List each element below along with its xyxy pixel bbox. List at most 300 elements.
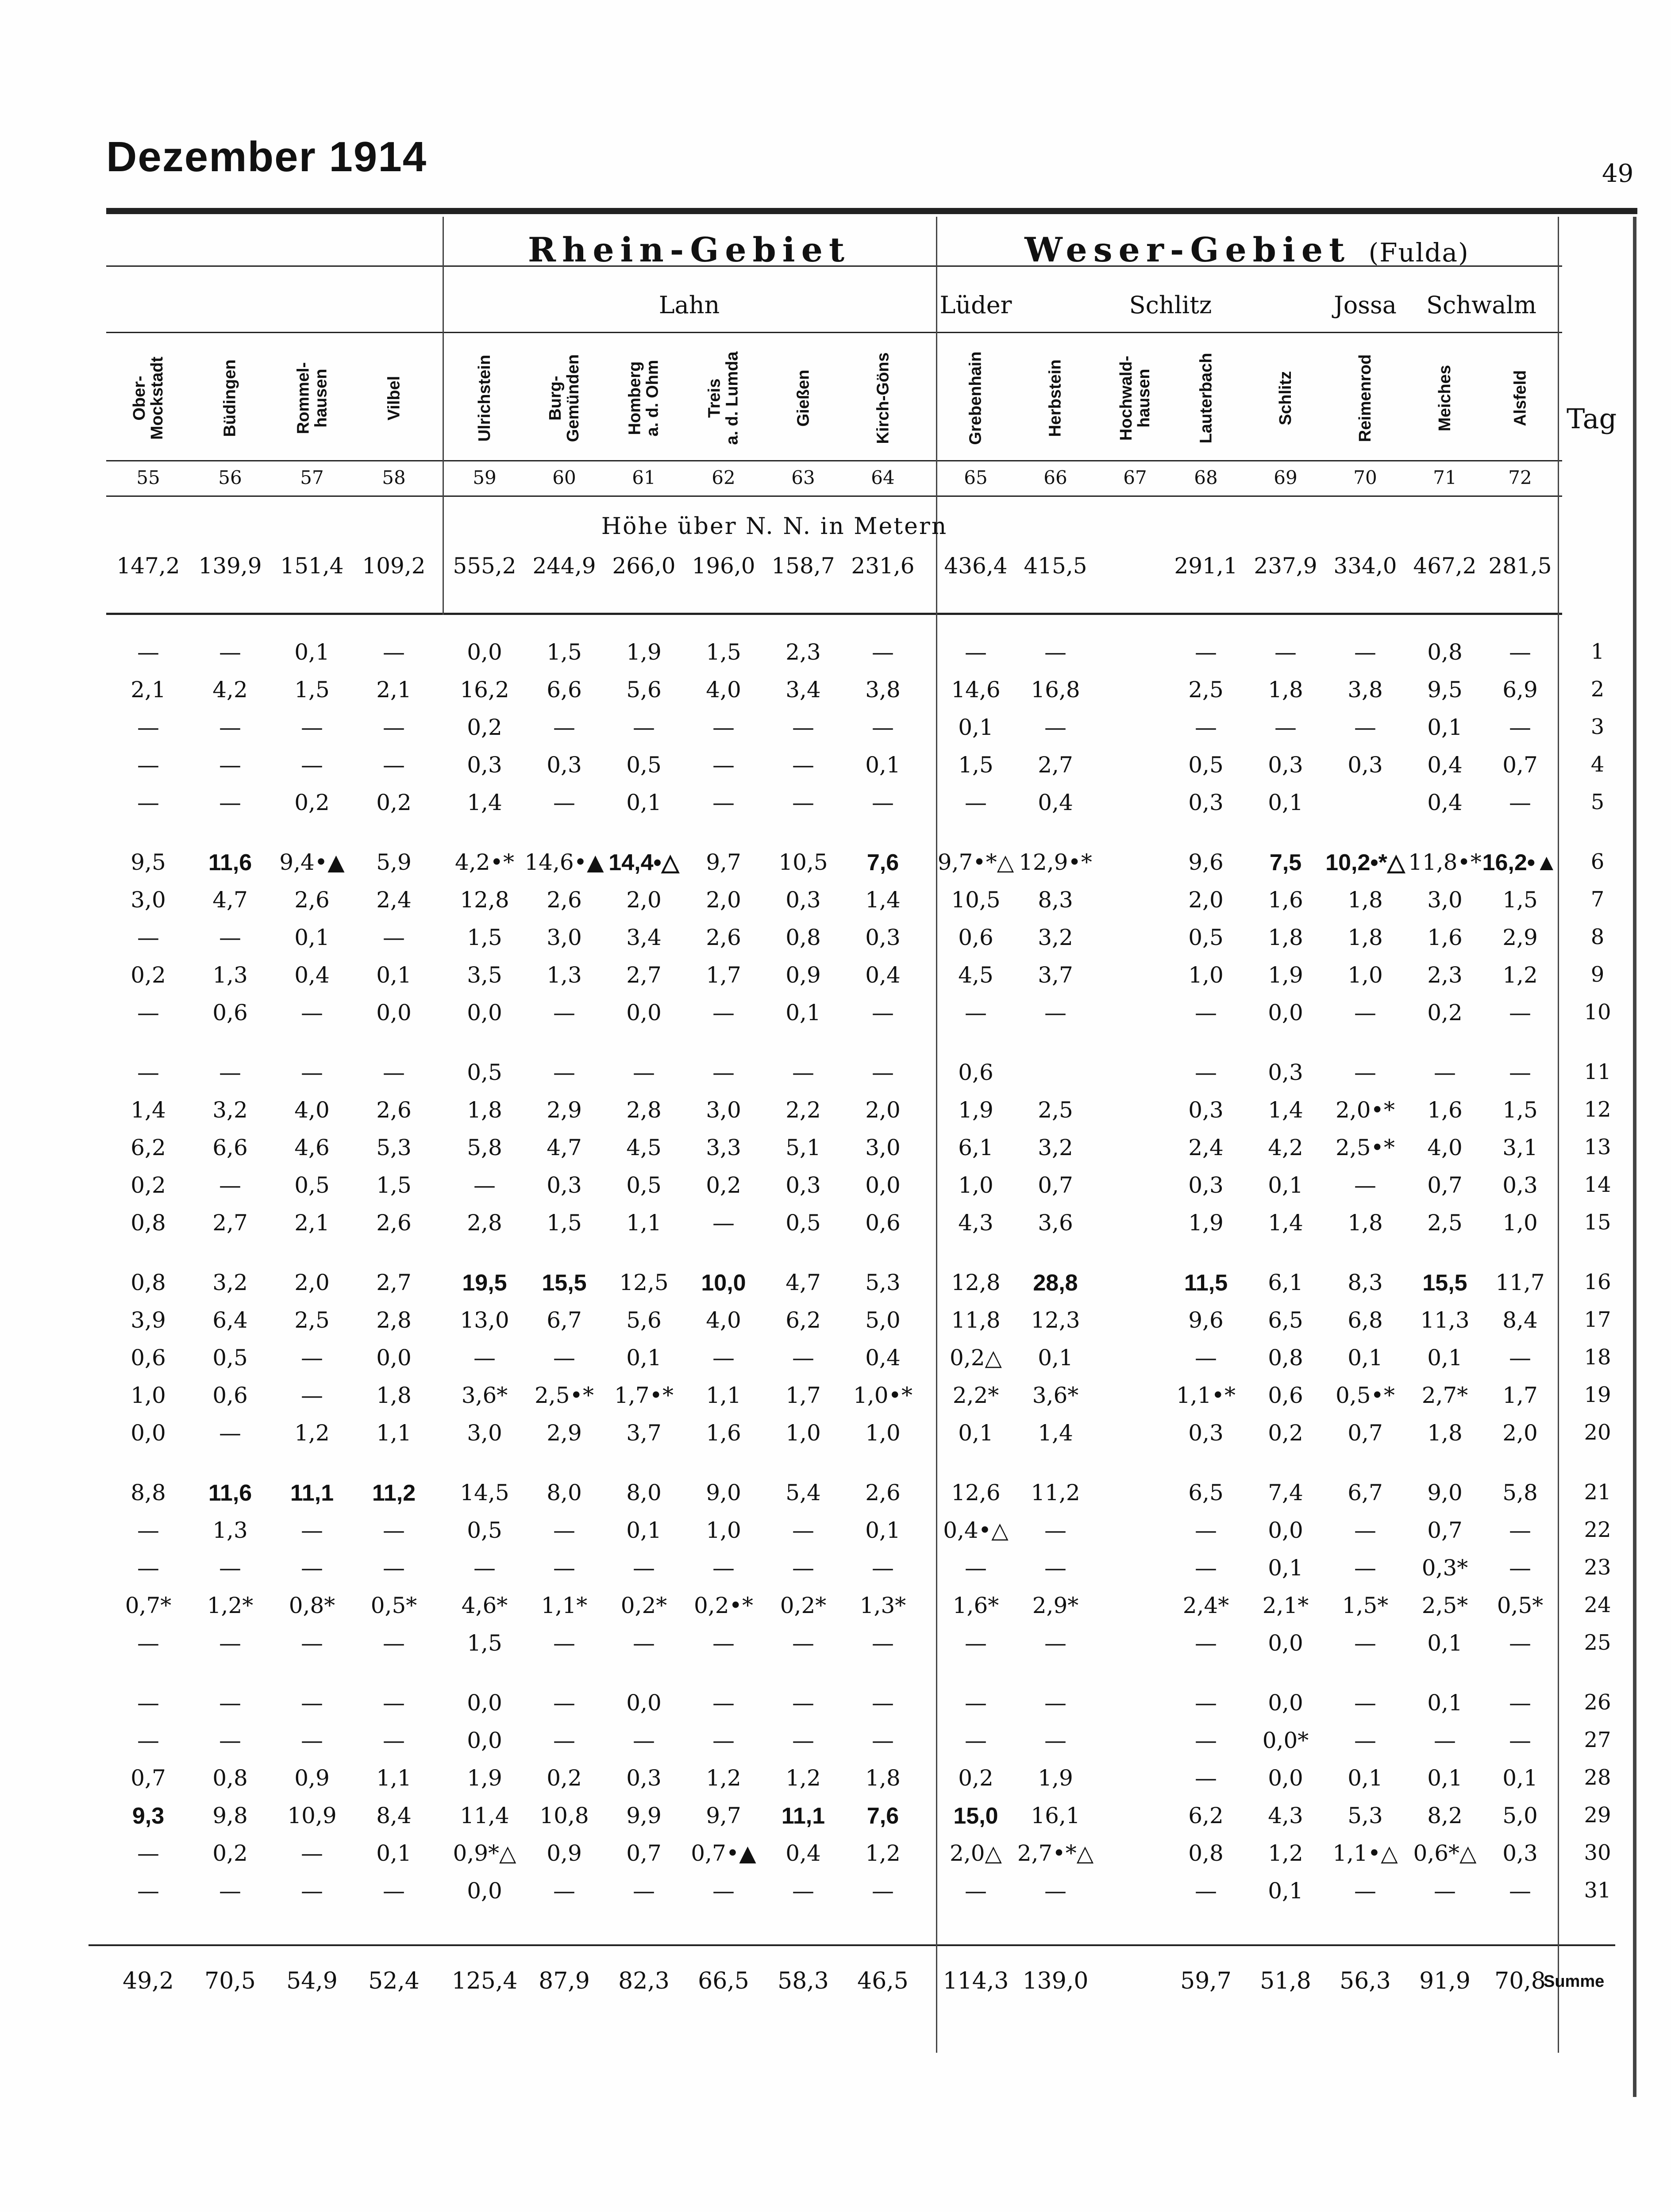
table-cell: —	[301, 1690, 323, 1716]
table-cell: —	[137, 1630, 159, 1656]
station-name	[684, 336, 763, 460]
table-cell: —	[219, 1878, 241, 1904]
table-cell: —	[965, 1630, 987, 1656]
table-cell: 9,9	[626, 1803, 662, 1828]
table-cell: 8,0	[547, 1480, 582, 1505]
table-cell: 0,5	[626, 752, 662, 778]
day-number: 4	[1590, 752, 1605, 777]
table-cell: 5,0	[1502, 1803, 1538, 1828]
sum-cell: 66,5	[698, 1968, 749, 1994]
table-cell: 4,7	[547, 1135, 582, 1160]
table-cell: 1,0•*	[853, 1382, 913, 1408]
day-number: 26	[1584, 1690, 1611, 1715]
table-cell: —	[1195, 1728, 1217, 1753]
table-cell: 0,0	[626, 1000, 662, 1025]
table-cell: —	[553, 1517, 575, 1543]
table-cell: 3,5	[467, 962, 502, 988]
table-cell: —	[553, 1060, 575, 1085]
day-number: 19	[1584, 1382, 1611, 1407]
day-number: 27	[1584, 1728, 1611, 1752]
table-cell: 2,9	[1502, 925, 1538, 950]
table-cell: 1,4	[1268, 1210, 1303, 1236]
table-cell: —	[712, 1210, 735, 1236]
table-cell: —	[1509, 1345, 1531, 1371]
table-cell: 1,5	[1502, 887, 1538, 913]
table-cell: 0,2	[131, 1172, 166, 1198]
table-cell: 10,5	[778, 849, 828, 875]
table-cell: 1,8	[1348, 1210, 1383, 1236]
day-number: 30	[1584, 1840, 1611, 1865]
station-name-text: Schlitz	[1276, 371, 1295, 426]
table-cell: 5,8	[467, 1135, 502, 1160]
table-cell: 0,1	[958, 714, 993, 740]
station-name	[354, 336, 434, 460]
table-cell: —	[1044, 1878, 1067, 1904]
table-cell: 0,5	[1188, 752, 1224, 778]
table-cell: 0,3*	[1421, 1555, 1468, 1581]
day-number: 24	[1584, 1593, 1611, 1617]
table-cell: 0,3	[1502, 1840, 1538, 1866]
sum-cell: 70,8	[1494, 1968, 1546, 1994]
table-cell: 0,6	[865, 1210, 901, 1236]
table-cell: —	[712, 752, 735, 778]
table-cell: 1,8	[376, 1382, 412, 1408]
station-number: 67	[1123, 467, 1147, 488]
table-cell: —	[1044, 1555, 1067, 1581]
table-cell: 0,6*△	[1413, 1840, 1477, 1866]
table-cell: 0,5	[294, 1172, 330, 1198]
table-cell: 9,7	[706, 1803, 741, 1828]
header-rule-4	[106, 495, 1562, 497]
table-cell: 1,6	[1268, 887, 1303, 913]
table-cell: 0,7	[626, 1840, 662, 1866]
table-cell: 8,4	[1502, 1307, 1538, 1333]
table-cell: 0,4	[1427, 752, 1463, 778]
table-cell: 9,0	[1427, 1480, 1463, 1505]
day-number: 29	[1584, 1803, 1611, 1828]
table-cell: —	[137, 752, 159, 778]
table-cell: —	[383, 1630, 405, 1656]
table-cell: 4,0	[294, 1097, 330, 1123]
table-cell: 0,8	[1427, 639, 1463, 665]
table-cell: 2,5	[294, 1307, 330, 1333]
rhein-divider	[443, 217, 444, 615]
table-cell: 2,9	[547, 1420, 582, 1446]
table-cell: —	[1044, 1690, 1067, 1716]
table-cell: 1,2	[865, 1840, 901, 1866]
table-cell: —	[712, 1555, 735, 1581]
table-cell: 2,2*	[952, 1382, 999, 1408]
table-cell: 0,1	[1502, 1765, 1538, 1791]
table-cell: 0,1	[626, 1517, 662, 1543]
table-cell: 1,5	[706, 639, 741, 665]
table-cell: —	[301, 1000, 323, 1025]
table-cell: 3,0	[131, 887, 166, 913]
table-cell: 6,5	[1268, 1307, 1303, 1333]
station-number: 59	[473, 467, 497, 488]
table-cell: 4,7	[212, 887, 248, 913]
table-cell: 0,1	[865, 1517, 901, 1543]
table-cell: 0,7*	[125, 1593, 172, 1618]
table-cell: —	[633, 1728, 655, 1753]
table-cell: —	[137, 639, 159, 665]
table-cell: 2,5	[1038, 1097, 1073, 1123]
table-cell: 1,9	[626, 639, 662, 665]
table-cell: 1,3	[212, 1517, 248, 1543]
table-cell: —	[1044, 714, 1067, 740]
table-cell: 2,6	[706, 925, 741, 950]
table-cell: 16,1	[1031, 1803, 1080, 1828]
table-cell: 1,7	[1502, 1382, 1538, 1408]
table-cell: 0,2	[376, 790, 412, 815]
table-cell: 9,7	[706, 849, 741, 875]
table-cell: —	[137, 1000, 159, 1025]
table-cell: 0,7	[1038, 1172, 1073, 1198]
table-cell: —	[1434, 1060, 1456, 1085]
table-cell: —	[219, 925, 241, 950]
table-cell: 5,6	[626, 677, 662, 703]
table-cell: 0,6	[958, 1060, 993, 1085]
table-cell: 1,3*	[859, 1593, 906, 1618]
sum-cell: 87,9	[539, 1968, 590, 1994]
table-cell: —	[137, 1060, 159, 1085]
table-cell: 11,6	[208, 850, 252, 876]
table-cell: —	[712, 1000, 735, 1025]
table-cell: —	[965, 790, 987, 815]
table-cell: 9,6	[1188, 849, 1224, 875]
sum-cell: 56,3	[1340, 1968, 1391, 1994]
table-cell: 0,5	[785, 1210, 821, 1236]
table-cell: —	[712, 1690, 735, 1716]
table-cell: 3,0	[1427, 887, 1463, 913]
table-cell: 11,8	[951, 1307, 1001, 1333]
table-cell: 7,6	[866, 850, 899, 876]
station-name-text: Hochwald- hausen	[1117, 355, 1153, 441]
station-name-text: Lauterbach	[1197, 353, 1216, 444]
table-cell: 0,0	[626, 1690, 662, 1716]
summe-label: Summe	[1544, 1972, 1605, 1991]
table-cell: 0,3	[1188, 790, 1224, 815]
table-cell: 2,8	[376, 1307, 412, 1333]
table-cell: 12,8	[951, 1270, 1001, 1295]
table-cell: 0,1	[294, 925, 330, 950]
station-name	[1166, 336, 1246, 460]
station-number: 56	[218, 467, 242, 488]
weser-gebiet-sub: (Fulda)	[1368, 238, 1469, 268]
table-cell: 12,5	[619, 1270, 669, 1295]
table-cell: —	[1195, 1345, 1217, 1371]
table-cell: 9,5	[1427, 677, 1463, 703]
table-cell: 11,1	[290, 1480, 334, 1506]
table-cell: 1,7	[706, 962, 741, 988]
table-cell: —	[553, 1878, 575, 1904]
table-cell: 6,5	[1188, 1480, 1224, 1505]
table-cell: 9,0	[706, 1480, 741, 1505]
table-cell: —	[1044, 1517, 1067, 1543]
station-elevation: 237,9	[1254, 553, 1317, 579]
day-number: 12	[1584, 1097, 1611, 1122]
table-cell: 0,8	[131, 1270, 166, 1295]
day-number: 7	[1590, 887, 1605, 912]
table-cell: 1,5	[1502, 1097, 1538, 1123]
table-cell: 4,6*	[461, 1593, 508, 1618]
day-number: 16	[1584, 1270, 1611, 1294]
day-number: 21	[1584, 1480, 1611, 1505]
table-cell: 0,3	[547, 1172, 582, 1198]
table-cell: 3,0	[467, 1420, 502, 1446]
weser-gebiet-name: Weser-Gebiet	[1024, 230, 1351, 269]
table-cell: 0,1	[1348, 1765, 1383, 1791]
table-cell: 1,0	[1502, 1210, 1538, 1236]
table-cell: —	[383, 1878, 405, 1904]
table-cell: —	[1509, 1690, 1531, 1716]
table-cell: 11,1	[781, 1803, 825, 1829]
table-cell: 1,5	[547, 639, 582, 665]
table-cell: 15,5	[542, 1270, 587, 1296]
table-cell: 0,9	[547, 1840, 582, 1866]
table-cell: —	[219, 752, 241, 778]
river-lueder: Lüder	[939, 291, 1012, 319]
table-cell: —	[219, 1060, 241, 1085]
table-cell: 2,0	[1188, 887, 1224, 913]
table-cell: 14,6	[951, 677, 1001, 703]
table-cell: 0,8	[785, 925, 821, 950]
table-cell: 8,2	[1427, 1803, 1463, 1828]
table-cell: 2,6	[376, 1097, 412, 1123]
station-name	[1480, 336, 1560, 460]
table-cell: —	[1509, 714, 1531, 740]
table-cell: 0,0	[467, 639, 502, 665]
station-elevation: 266,0	[612, 553, 676, 579]
table-cell: 0,3	[1188, 1420, 1224, 1446]
station-name-text: Vilbel	[385, 376, 403, 421]
table-cell: 0,1	[1427, 1630, 1463, 1656]
table-cell: 0,1	[376, 1840, 412, 1866]
table-cell: —	[1044, 639, 1067, 665]
table-cell: 6,6	[212, 1135, 248, 1160]
table-cell: 0,3	[1268, 752, 1303, 778]
table-cell: 3,6*	[461, 1382, 508, 1408]
table-cell: 4,6	[294, 1135, 330, 1160]
station-elevation: 147,2	[116, 553, 180, 579]
table-cell: 1,9	[1038, 1765, 1073, 1791]
table-cell: 0,1	[626, 790, 662, 815]
table-cell: 0,0	[1268, 1630, 1303, 1656]
station-name	[843, 336, 923, 460]
table-cell: —	[872, 639, 894, 665]
table-cell: 2,5•*	[534, 1382, 594, 1408]
station-number: 66	[1043, 467, 1067, 488]
station-name-text: Gießen	[794, 369, 812, 427]
table-cell: —	[1274, 639, 1297, 665]
table-cell: 6,9	[1502, 677, 1538, 703]
table-cell: 2,7	[626, 962, 662, 988]
table-cell: —	[1354, 639, 1376, 665]
station-elevation: 555,2	[453, 553, 516, 579]
day-number: 8	[1590, 925, 1605, 949]
table-cell: 0,2	[212, 1840, 248, 1866]
day-number: 2	[1590, 677, 1605, 702]
table-cell: 0,3	[865, 925, 901, 950]
table-cell: 8,0	[626, 1480, 662, 1505]
station-name-text: Kirch-Göns	[874, 352, 892, 444]
page-number: 49	[1602, 159, 1634, 188]
station-number: 70	[1353, 467, 1377, 488]
table-cell: —	[633, 714, 655, 740]
table-cell: 0,6	[212, 1000, 248, 1025]
weser-gebiet-header	[936, 230, 1558, 270]
sum-cell: 125,4	[451, 1968, 518, 1994]
table-cell: 0,9	[294, 1765, 330, 1791]
river-schwalm: Schwalm	[1426, 291, 1536, 319]
table-cell: 0,4	[865, 962, 901, 988]
station-name-text: Ulrichstein	[475, 354, 494, 442]
table-cell: 2,7*	[1421, 1382, 1468, 1408]
station-name	[1325, 336, 1405, 460]
table-cell: 0,5	[467, 1517, 502, 1543]
table-cell: 2,8	[626, 1097, 662, 1123]
station-name	[524, 336, 604, 460]
sum-cell: 82,3	[618, 1968, 670, 1994]
table-cell: 11,6	[208, 1480, 252, 1506]
table-cell: —	[553, 790, 575, 815]
day-number: 5	[1590, 790, 1605, 814]
table-cell: 0,1	[1427, 1690, 1463, 1716]
table-cell: —	[1509, 639, 1531, 665]
table-cell: —	[301, 1878, 323, 1904]
table-cell: —	[383, 1060, 405, 1085]
table-cell: 0,0	[1268, 1000, 1303, 1025]
table-cell: 3,2	[212, 1270, 248, 1295]
table-cell: —	[965, 639, 987, 665]
table-cell: —	[383, 1555, 405, 1581]
table-cell: 1,5	[467, 1630, 502, 1656]
table-cell: 0,2	[547, 1765, 582, 1791]
table-cell: 0,6	[958, 925, 993, 950]
table-cell: —	[137, 925, 159, 950]
table-cell: —	[1354, 1555, 1376, 1581]
header-rule-3	[106, 460, 1562, 461]
table-cell: —	[872, 1060, 894, 1085]
table-cell: —	[1044, 1728, 1067, 1753]
table-cell: —	[633, 1878, 655, 1904]
table-cell: —	[553, 1690, 575, 1716]
table-cell: 1,4	[131, 1097, 166, 1123]
table-cell: 0,7•▲	[691, 1840, 756, 1866]
table-cell: 0,2△	[950, 1345, 1002, 1371]
table-cell: 14,5	[460, 1480, 509, 1505]
table-cell: 12,6	[951, 1480, 1001, 1505]
table-cell: 5,4	[785, 1480, 821, 1505]
table-cell: 5,9	[376, 849, 412, 875]
table-cell: —	[137, 714, 159, 740]
table-cell: 2,5•*	[1335, 1135, 1395, 1160]
day-number: 13	[1584, 1135, 1611, 1160]
table-cell: 0,2	[294, 790, 330, 815]
table-cell: —	[1044, 1630, 1067, 1656]
station-name	[763, 336, 843, 460]
table-cell: 0,0	[1268, 1690, 1303, 1716]
table-cell: —	[1354, 1000, 1376, 1025]
table-cell: —	[1195, 1517, 1217, 1543]
table-cell: 10,5	[951, 887, 1001, 913]
table-cell: —	[1509, 790, 1531, 815]
station-name-text: Grebenhain	[966, 351, 985, 445]
table-cell: 0,7	[1427, 1517, 1463, 1543]
table-cell: 2,5*	[1421, 1593, 1468, 1618]
table-cell: 14,4•△	[608, 850, 679, 876]
table-cell: —	[1509, 1517, 1531, 1543]
table-cell: 0,0	[467, 1000, 502, 1025]
station-number: 58	[382, 467, 406, 488]
table-cell: 4,3	[1268, 1803, 1303, 1828]
station-elevation: 415,5	[1024, 553, 1087, 579]
table-cell: —	[965, 1878, 987, 1904]
sum-rule	[89, 1944, 1615, 1946]
table-cell: 12,8	[460, 887, 509, 913]
table-cell: 11,3	[1420, 1307, 1470, 1333]
table-cell: 0,8	[212, 1765, 248, 1791]
table-cell: —	[474, 1172, 496, 1198]
table-cell: 2,6	[376, 1210, 412, 1236]
table-cell: 0,8	[1268, 1345, 1303, 1371]
table-cell: 16,2•▲	[1482, 850, 1558, 876]
table-cell: —	[474, 1555, 496, 1581]
sum-cell: 51,8	[1260, 1968, 1311, 1994]
table-cell: 0,2*	[780, 1593, 827, 1618]
table-cell: 7,5	[1269, 850, 1302, 876]
table-cell: —	[1354, 1690, 1376, 1716]
station-name	[108, 336, 188, 460]
table-cell: 1,8	[1268, 677, 1303, 703]
table-cell: —	[219, 790, 241, 815]
station-number: 55	[136, 467, 160, 488]
table-cell: —	[383, 639, 405, 665]
table-cell: —	[965, 1000, 987, 1025]
table-cell: 0,0	[467, 1728, 502, 1753]
station-name-text: Alsfeld	[1510, 370, 1529, 426]
day-number: 11	[1584, 1060, 1611, 1084]
table-cell: —	[872, 714, 894, 740]
table-cell: 1,2*	[207, 1593, 254, 1618]
table-cell: —	[219, 1172, 241, 1198]
table-cell: —	[872, 1878, 894, 1904]
table-cell: 0,2	[958, 1765, 993, 1791]
table-cell: —	[792, 1345, 814, 1371]
table-cell: —	[137, 1555, 159, 1581]
table-cell: 19,5	[462, 1270, 507, 1296]
table-cell: 1,1	[376, 1420, 412, 1446]
table-cell: 1,6	[706, 1420, 741, 1446]
table-cell: —	[1434, 1878, 1456, 1904]
table-cell: 0,5*	[370, 1593, 417, 1618]
table-cell: 1,6*	[952, 1593, 999, 1618]
table-cell: 3,7	[626, 1420, 662, 1446]
table-cell: 1,9	[1268, 962, 1303, 988]
day-number: 23	[1584, 1555, 1611, 1580]
station-number: 63	[791, 467, 815, 488]
table-cell: 11,7	[1495, 1270, 1545, 1295]
table-cell: 0,4•△	[943, 1517, 1009, 1543]
table-cell: 4,5	[626, 1135, 662, 1160]
table-cell: —	[1354, 1630, 1376, 1656]
table-cell: 16,2	[460, 677, 509, 703]
table-cell: 1,0	[1188, 962, 1224, 988]
table-cell: 0,3	[547, 752, 582, 778]
table-cell: 3,8	[1348, 677, 1383, 703]
table-cell: 0,3	[1348, 752, 1383, 778]
table-cell: —	[1434, 1728, 1456, 1753]
